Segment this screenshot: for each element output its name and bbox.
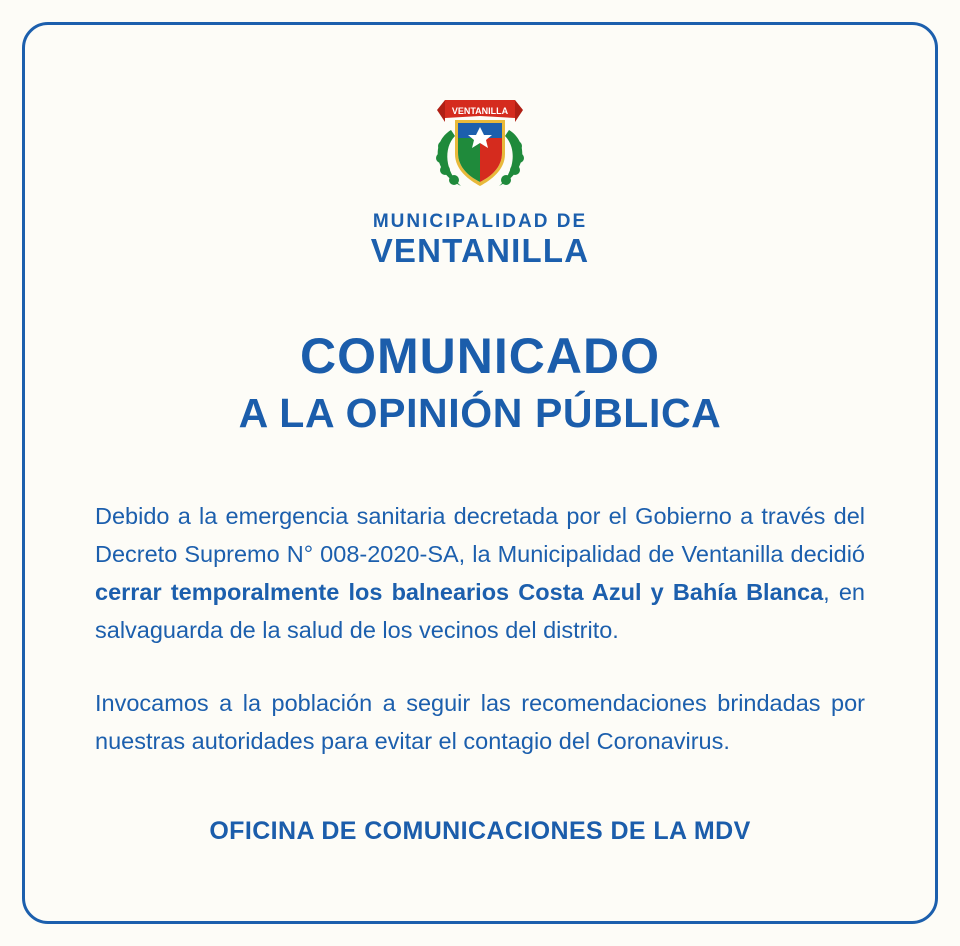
paragraph-1-emphasis: cerrar temporalmente los balnearios Costa Azul y Bahía Blanca — [95, 579, 824, 606]
announcement-body — [95, 497, 865, 759]
logo-line-1: MUNICIPALIDAD DE — [372, 211, 588, 232]
paragraph-1-part-1: Debido a la emergencia sanitaria decretada por el Gobierno a través del Decreto Supremo N° 008-2020-SA, la Municipalidad de Ventanilla decidió — [95, 503, 865, 568]
paragraph-2: Invocamos a la población a seguir las recomendaciones brindadas por nuestras autoridades para evitar el contagio del Coronavirus. — [95, 689, 865, 754]
poster-content — [22, 22, 938, 924]
logo-line-2: VENTANILLA — [370, 232, 590, 269]
paragraph-1 — [95, 497, 865, 649]
coat-of-arms-icon — [421, 94, 539, 202]
headline-line-1: COMUNICADO — [300, 328, 660, 384]
svg-text:VENTANILLA: VENTANILLA — [451, 106, 509, 116]
footer-signature: OFICINA DE COMUNICACIONES DE LA MDV — [209, 817, 751, 845]
municipality-logo — [371, 94, 590, 267]
logo-wordmark — [371, 212, 590, 267]
paragraph-1-part-2: , en salvaguarda de la salud de los vecinos del distrito. — [95, 579, 865, 644]
headline-line-2: A LA OPINIÓN PÚBLICA — [238, 390, 722, 436]
page-title — [239, 329, 722, 435]
